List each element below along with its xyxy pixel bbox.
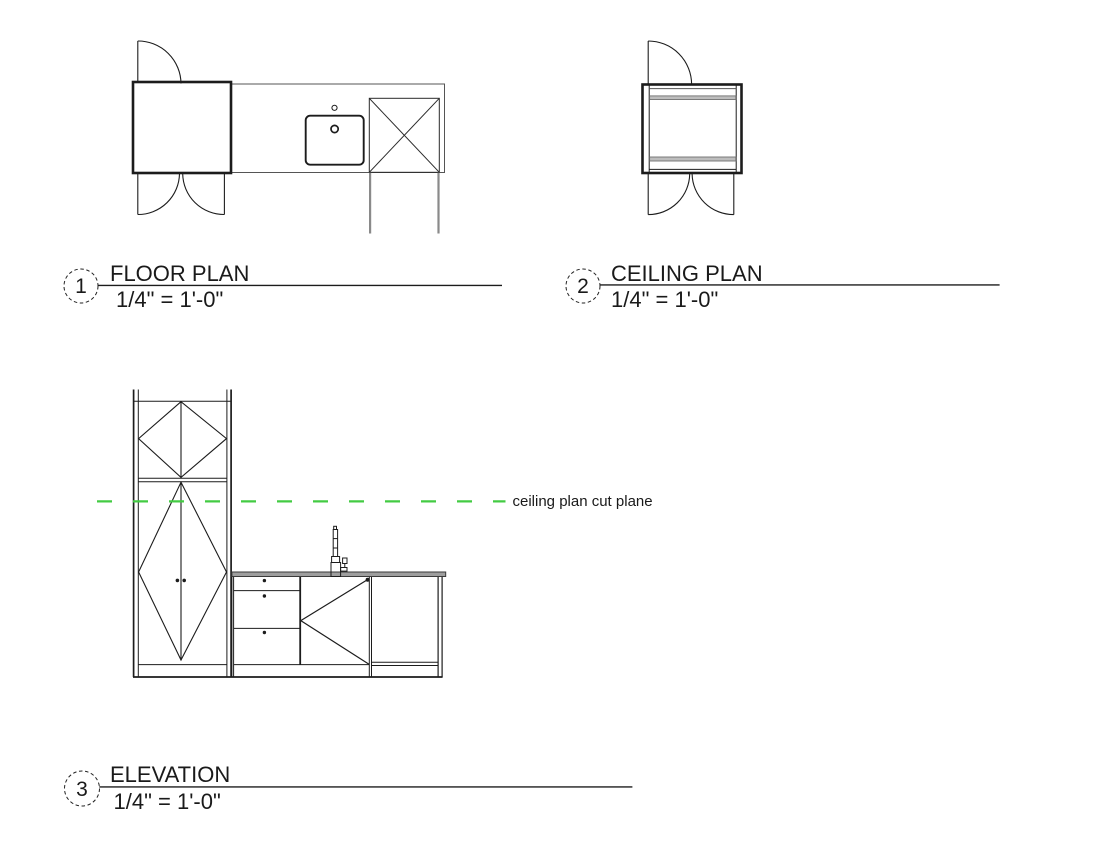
appliance-below-lines (370, 173, 438, 234)
door-swing-arc (648, 174, 690, 215)
door-swing-bottom (138, 173, 225, 215)
cut-plane-label: ceiling plan cut plane (512, 493, 653, 510)
door-swing-arc (692, 174, 734, 215)
ceiling-plan-drawing[interactable] (643, 41, 742, 215)
lower-door-diamond (139, 482, 227, 661)
view-number-2: 2 (577, 275, 589, 298)
door-swing-top (648, 41, 691, 84)
drawer-knob (263, 631, 265, 633)
door-swing-top (138, 41, 181, 84)
view-scale-2: 1/4" = 1'-0" (611, 286, 719, 312)
sink-hole (332, 105, 337, 110)
door-swing-arc (648, 41, 691, 84)
dishwasher-door-swing (301, 578, 369, 664)
countertop (232, 572, 446, 577)
view-scale-3: 1/4" = 1'-0" (113, 788, 221, 814)
door-swing-arc (183, 174, 225, 215)
door-swing-arc (138, 174, 180, 215)
ceiling-gray-band (650, 96, 736, 100)
upper-door-diamond (139, 401, 227, 478)
sink (306, 105, 364, 164)
door-knob (176, 579, 179, 582)
view-scale-1: 1/4" = 1'-0" (116, 286, 224, 312)
drawer-knob (263, 579, 265, 581)
view-title-3: ELEVATION (110, 762, 231, 787)
door-swing-arc (138, 41, 181, 84)
floor-plan-drawing[interactable] (133, 41, 445, 234)
view-number-1: 1 (75, 275, 87, 298)
drawer-knob (263, 595, 265, 597)
ceiling-gray-band (650, 157, 736, 161)
view-title-2: CEILING PLAN (611, 260, 763, 286)
faucet-hole (331, 125, 338, 132)
faucet (331, 526, 347, 576)
appliance-x-box (369, 98, 439, 172)
door-swing-bottom (648, 173, 734, 214)
view-title-1: FLOOR PLAN (110, 260, 250, 286)
view-number-3: 3 (76, 777, 88, 801)
sink-bowl (306, 116, 364, 165)
floor-plan-tall-cabinet (133, 82, 231, 173)
dishwasher-knob (366, 578, 369, 581)
door-knob (183, 579, 186, 582)
elevation-drawing[interactable] (97, 390, 506, 678)
